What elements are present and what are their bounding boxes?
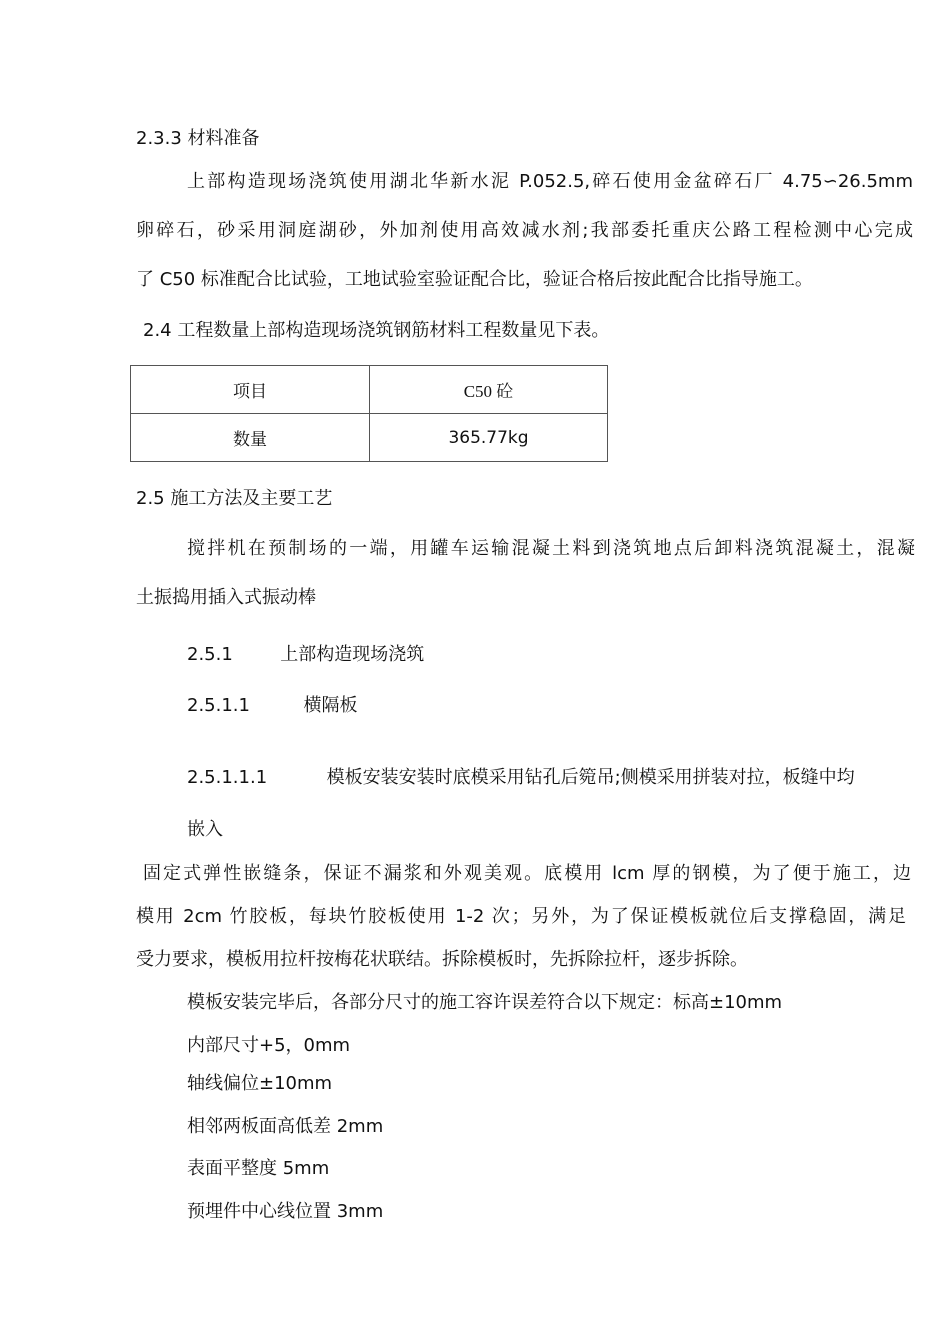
subsection-title: 上部构造现场浇筑 — [280, 644, 425, 665]
paragraph-line: 了 C50 标准配合比试验，工地试验室验证配合比，验证合格后按此配合比指导施工。 — [136, 269, 813, 290]
tolerance-intro: 模板安装完毕后，各部分尺寸的施工容许误差符合以下规定：标高±10mm — [187, 992, 783, 1013]
section-2-3-3-heading: 2.3.3 材料准备 — [136, 128, 260, 149]
paragraph-line: 卵碎石，砂采用洞庭湖砂，外加剂使用高效减水剂;我部委托重庆公路工程检测中心完成 — [136, 220, 913, 241]
section-2-5-heading: 2.5 施工方法及主要工艺 — [136, 488, 333, 509]
tolerance-item: 轴线偏位±10mm — [187, 1073, 333, 1094]
tolerance-item: 预埋件中心线位置 3mm — [187, 1201, 384, 1222]
paragraph-line: 搅拌机在预制场的一端，用罐车运输混凝土料到浇筑地点后卸料浇筑混凝土，混凝 — [187, 538, 915, 559]
table-row — [131, 366, 608, 414]
table-header-cell: 项目 — [131, 366, 370, 414]
table-cell: 数量 — [131, 414, 370, 462]
table-cell: 365.77kg — [370, 414, 608, 462]
quantity-table — [130, 365, 608, 462]
paragraph-line: 固定式弹性嵌缝条，保证不漏浆和外观美观。底模用 lcm 厚的钢模，为了便于施工，边 — [143, 863, 911, 884]
subsection-number: 2.5.1 — [187, 644, 233, 665]
paragraph-line: 土振捣用插入式振动棒 — [136, 587, 316, 608]
tolerance-item: 内部尺寸+5，0mm — [187, 1035, 351, 1056]
subsection-2-5-1-1-1 — [187, 766, 855, 790]
table-header-cell: C50 砼 — [370, 366, 608, 414]
subsection-title: 模板安装安装时底模采用钻孔后箢吊;侧模采用拼装对拉，板缝中均 — [326, 767, 855, 788]
paragraph-line: 嵌入 — [187, 819, 223, 840]
paragraph-line: 受力要求，模板用拉杆按梅花状联结。拆除模板时，先拆除拉杆，逐步拆除。 — [136, 949, 748, 970]
table-row — [131, 414, 608, 462]
section-2-4-line: 2.4 工程数量上部构造现场浇筑钢筋材料工程数量见下表。 — [143, 320, 610, 341]
subsection-title: 横隔板 — [303, 695, 358, 716]
tolerance-item: 表面平整度 5mm — [187, 1158, 330, 1179]
paragraph-line: 上部构造现场浇筑使用湖北华新水泥 P.052.5,碎石使用金盆碎石厂 4.75∽26.5mm — [187, 171, 913, 192]
subsection-number: 2.5.1.1 — [187, 695, 250, 716]
tolerance-item: 相邻两板面高低差 2mm — [187, 1116, 384, 1137]
subsection-number: 2.5.1.1.1 — [187, 767, 268, 788]
subsection-2-5-1-1 — [187, 694, 357, 718]
paragraph-line: 模用 2cm 竹胶板，每块竹胶板使用 1-2 次；另外，为了保证模板就位后支撑稳固，满足 — [136, 906, 906, 927]
subsection-2-5-1 — [187, 643, 424, 667]
